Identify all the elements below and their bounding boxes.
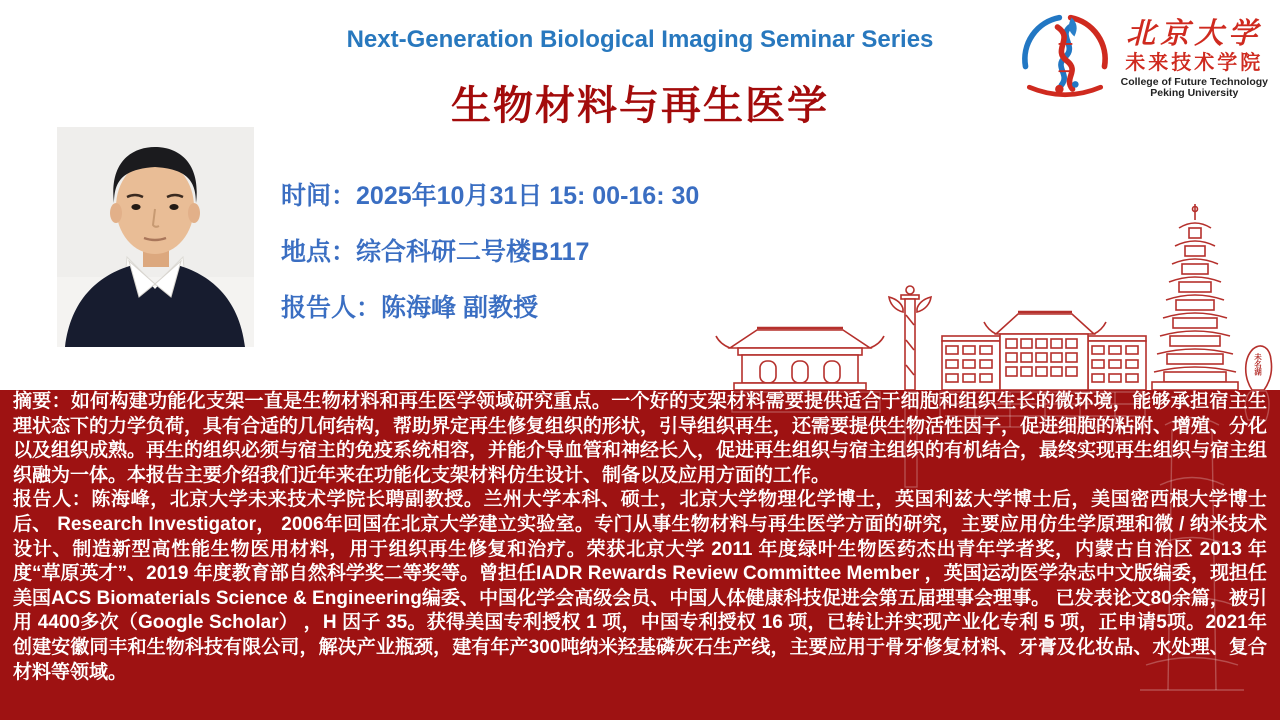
- bio-text: 陈海峰，北京大学未来技术学院长聘副教授。兰州大学本科、硕士，北京大学物理化学博士，英国利兹大学博士后，美国密西根大学博士后、 Research Investigator， 2006年回国在北京大学建立实验室。专门从事生物材料与再生医学方面的研究，主要应用仿生学原理和微 / 纳米技术设计、制造新型高性能生物医用材料，用于组织再生修复和治疗。荣获北京大学 2011 年度绿叶生物医药杰出青年学者奖，内蒙古自治区 2013 年度“草原英才”、2019 年度教育部自然科学奖二等奖等。曾担任IADR Rewards Review Committee Member ，英国运动医学杂志中文版编委，现担任美国ACS Biomaterials Science & Engineering编委、中国化学会高级会员、中国人体健康科技促进会第五届理事会理事。 已发表论文80余篇，被引用 4400多次（Google Scholar） ，H 因子 35。获得美国专利授权 1 项，中国专利授权 16 项，已转让并实现产业化专利 5 项，正申请5项。2021年创建安徽同丰和生物科技有限公司，解决产业瓶颈，建有年产300吨纳米羟基磷灰石生产线，主要应用于骨牙修复材料、牙膏及化妆品、水处理、复合材料等领域。: [13, 489, 1267, 683]
- logo-university-name-cn: 北京大学: [1126, 16, 1263, 51]
- talk-title: 生物材料与再生医学: [451, 84, 829, 128]
- pku-west-gate-illustration: [716, 328, 884, 390]
- seminar-series-title: Next-Generation Biological Imaging Seminar Series: [346, 26, 934, 53]
- office-building-illustration: [942, 312, 1146, 390]
- pku-cft-logo: [1018, 12, 1268, 106]
- campus-buildings-illustration: [700, 200, 1280, 392]
- time-value: 2025年10月31日 15: 00-16: 30: [356, 182, 700, 210]
- boya-pagoda-illustration: [1152, 204, 1238, 390]
- stone-inscription: 未名湖: [1253, 353, 1263, 376]
- dna-emblem-icon: [1018, 12, 1112, 106]
- time-label: 时间：: [281, 182, 357, 210]
- bio-label: 报告人：: [13, 489, 92, 511]
- huabiao-column-illustration: [889, 286, 931, 390]
- logo-college-name-cn: 未来技术学院: [1125, 51, 1264, 74]
- logo-college-name-en: College of Future Technology: [1120, 76, 1268, 89]
- abstract-text: 如何构建功能化支架一直是生物材料和再生医学领域研究重点。一个好的支架材料需要提供适合于细胞和组织生长的微环境，能够承担宿主生理状态下的力学负荷，具有合适的几何结构，帮助界定再生修复组织的形状，引导组织再生，还需要提供生物活性因子，促进细胞的粘附、增殖、分化以及组织成熟。再生的组织必须与宿主的免疫系统相容，并能介导血管和神经长入，促进再生组织与宿主组织的有机结合，最终实现再生组织与宿主组织融为一体。本报告主要介绍我们近年来在功能化支架材料仿生设计、制备以及应用方面的工作。: [13, 391, 1268, 486]
- speaker-photo: [57, 127, 254, 347]
- logo-text: [1121, 18, 1268, 100]
- event-info: [281, 176, 699, 324]
- location-label: 地点：: [281, 238, 357, 266]
- speaker-label: 报告人：: [281, 294, 382, 322]
- weiming-lake-stone-illustration: [1246, 346, 1272, 390]
- info-row-location: [281, 232, 699, 268]
- abstract-label: 摘要：: [13, 391, 71, 412]
- speaker-value: 陈海峰 副教授: [381, 294, 538, 322]
- details-panel: [0, 390, 1280, 720]
- abstract-paragraph: [0, 390, 1280, 488]
- logo-university-name-en: Peking University: [1150, 87, 1239, 100]
- info-row-speaker: [281, 288, 699, 324]
- bio-paragraph: [0, 488, 1280, 685]
- info-row-time: [281, 176, 699, 212]
- location-value: 综合科研二号楼B117: [356, 238, 590, 266]
